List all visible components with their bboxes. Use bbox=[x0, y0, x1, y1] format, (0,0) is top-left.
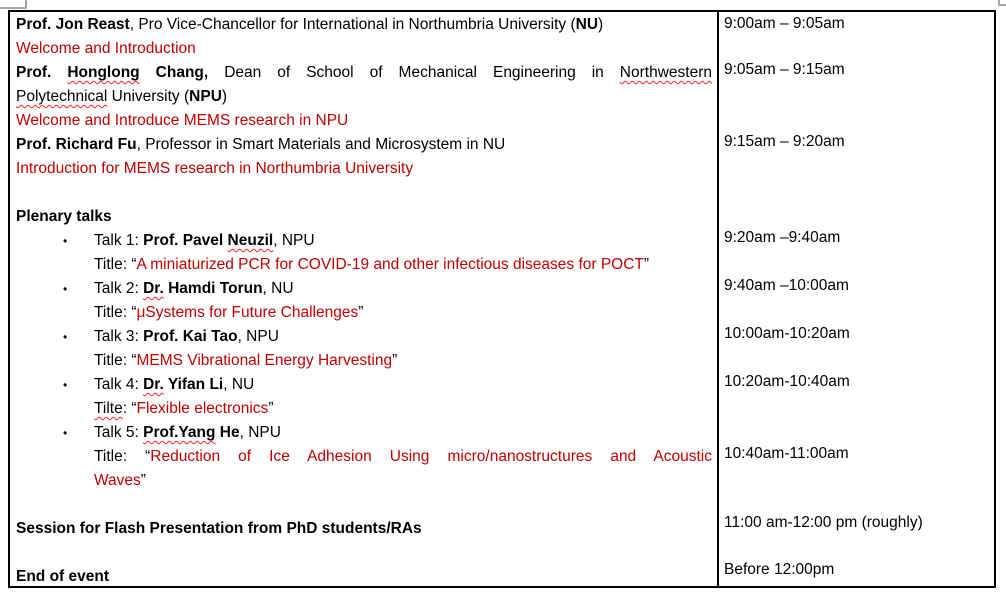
time-slot: 10:40am-11:00am bbox=[724, 445, 849, 462]
talk-title-text: Reduction of Ice Adhesion Using micro/nanostructures and Acoustic bbox=[150, 448, 712, 465]
org-abbrev: NU bbox=[575, 16, 599, 33]
misspelled-word: Neuzil bbox=[227, 232, 274, 249]
spacer-line bbox=[16, 181, 712, 205]
time-slot: 9:20am –9:40am bbox=[724, 229, 841, 246]
speaker-line-honglong-chang: Prof. Honglong Chang, Dean of School of Mechanical Engineering in Northwestern bbox=[16, 64, 712, 81]
talk-title-text: Waves bbox=[94, 472, 141, 489]
talk-2-item: • Talk 2: Dr. Hamdi Torun, NU bbox=[16, 277, 712, 301]
talk-4-title: Tilte: “Flexible electronics” bbox=[94, 400, 274, 417]
misspelled-word: Prof.Yang bbox=[143, 424, 216, 441]
speaker-line-jon-reast: Prof. Jon Reast, Pro Vice-Chancellor for International in Northumbria University (NU) bbox=[16, 16, 604, 33]
misspelled-word: Tilte bbox=[94, 400, 123, 417]
time-slot: 9:40am –10:00am bbox=[724, 277, 849, 294]
speaker-role: Dean of School of Mechanical Engineering in bbox=[208, 64, 620, 81]
time-slot: 9:05am – 9:15am bbox=[724, 61, 845, 78]
talk-3-item: • Talk 3: Prof. Kai Tao, NPU bbox=[16, 325, 712, 349]
talk-title-text: A miniaturized PCR for COVID-19 and other infectious diseases for POCT bbox=[136, 256, 644, 273]
talk-2-title: Title: “μSystems for Future Challenges” bbox=[94, 304, 364, 321]
speaker-name: He bbox=[215, 424, 240, 441]
bullet-icon: • bbox=[63, 234, 68, 248]
section-heading-plenary-talks: Plenary talks bbox=[16, 208, 112, 225]
schedule-table bbox=[8, 10, 996, 588]
adjacent-table-corner-mark-left bbox=[0, 0, 27, 9]
talk-3-title: Title: “MEMS Vibrational Energy Harvesting” bbox=[94, 352, 398, 369]
talk-1-title: Title: “A miniaturized PCR for COVID-19 and other infectious diseases for POCT” bbox=[94, 256, 650, 273]
section-heading-flash-presentation: Session for Flash Presentation from PhD students/RAs bbox=[16, 520, 422, 537]
talk-1-item: • Talk 1: Prof. Pavel Neuzil, NPU bbox=[16, 229, 712, 253]
talk-5-title: Title: “Reduction of Ice Adhesion Using micro/nanostructures and Acoustic bbox=[94, 448, 712, 465]
misspelled-word: Dr. bbox=[143, 280, 164, 297]
speaker-line-richard-fu bbox=[16, 133, 712, 157]
misspelled-word: Dr. bbox=[143, 376, 164, 393]
time-slot: 9:15am – 9:20am bbox=[724, 133, 845, 150]
speaker-role: , Professor in Smart Materials and Microsystem in NU bbox=[136, 136, 506, 153]
section-heading-end-of-event: End of event bbox=[16, 568, 110, 585]
talk-5-title-cont: Waves” bbox=[94, 472, 146, 489]
time-slot: Before 12:00pm bbox=[724, 561, 835, 578]
misspelled-word: Honglong bbox=[67, 64, 140, 81]
speaker-name: Prof. Pavel bbox=[143, 232, 228, 249]
spacer-line bbox=[16, 493, 712, 517]
talk-title-text: MEMS Vibrational Energy Harvesting bbox=[136, 352, 393, 369]
bullet-icon: • bbox=[63, 426, 68, 440]
bullet-icon: • bbox=[63, 282, 68, 296]
bullet-icon: • bbox=[63, 378, 68, 392]
agenda-column bbox=[16, 13, 712, 589]
column-divider bbox=[717, 12, 719, 586]
time-slot: 9:00am – 9:05am bbox=[724, 15, 845, 32]
speaker-name: Prof. Jon Reast bbox=[16, 16, 130, 33]
speaker-name: Prof. Richard Fu bbox=[16, 136, 137, 153]
session-note-intro-nu: Introduction for MEMS research in Northumbria University bbox=[16, 160, 414, 177]
speaker-line-honglong-chang-cont: Polytechnical University (NPU) bbox=[16, 88, 228, 105]
spacer-line bbox=[16, 541, 712, 565]
speaker-name: Yifan Li bbox=[163, 376, 224, 393]
talk-4-item: • Talk 4: Dr. Yifan Li, NU bbox=[16, 373, 712, 397]
session-note-welcome-introduction: Welcome and Introduction bbox=[16, 40, 196, 57]
adjacent-table-corner-mark-right bbox=[998, 0, 1006, 6]
bullet-icon: • bbox=[63, 330, 68, 344]
talk-title-text: Flexible electronics bbox=[136, 400, 269, 417]
speaker-name: Prof. Kai Tao bbox=[143, 328, 238, 345]
time-slot: 10:00am-10:20am bbox=[724, 325, 850, 342]
time-slot: 10:20am-10:40am bbox=[724, 373, 850, 390]
speaker-role: , Pro Vice-Chancellor for International in Northumbria University ( bbox=[129, 16, 576, 33]
session-note-welcome-npu: Welcome and Introduce MEMS research in NPU bbox=[16, 112, 349, 129]
time-slot: 11:00 am-12:00 pm (roughly) bbox=[724, 514, 923, 531]
speaker-name: Hamdi Torun bbox=[163, 280, 263, 297]
misspelled-word: Northwestern bbox=[619, 64, 712, 81]
talk-5-item: • Talk 5: Prof.Yang He, NPU bbox=[16, 421, 712, 445]
talk-title-text: μSystems for Future Challenges bbox=[136, 304, 359, 321]
misspelled-word: Polytechnical bbox=[16, 88, 108, 105]
org-abbrev: NPU bbox=[189, 88, 222, 105]
